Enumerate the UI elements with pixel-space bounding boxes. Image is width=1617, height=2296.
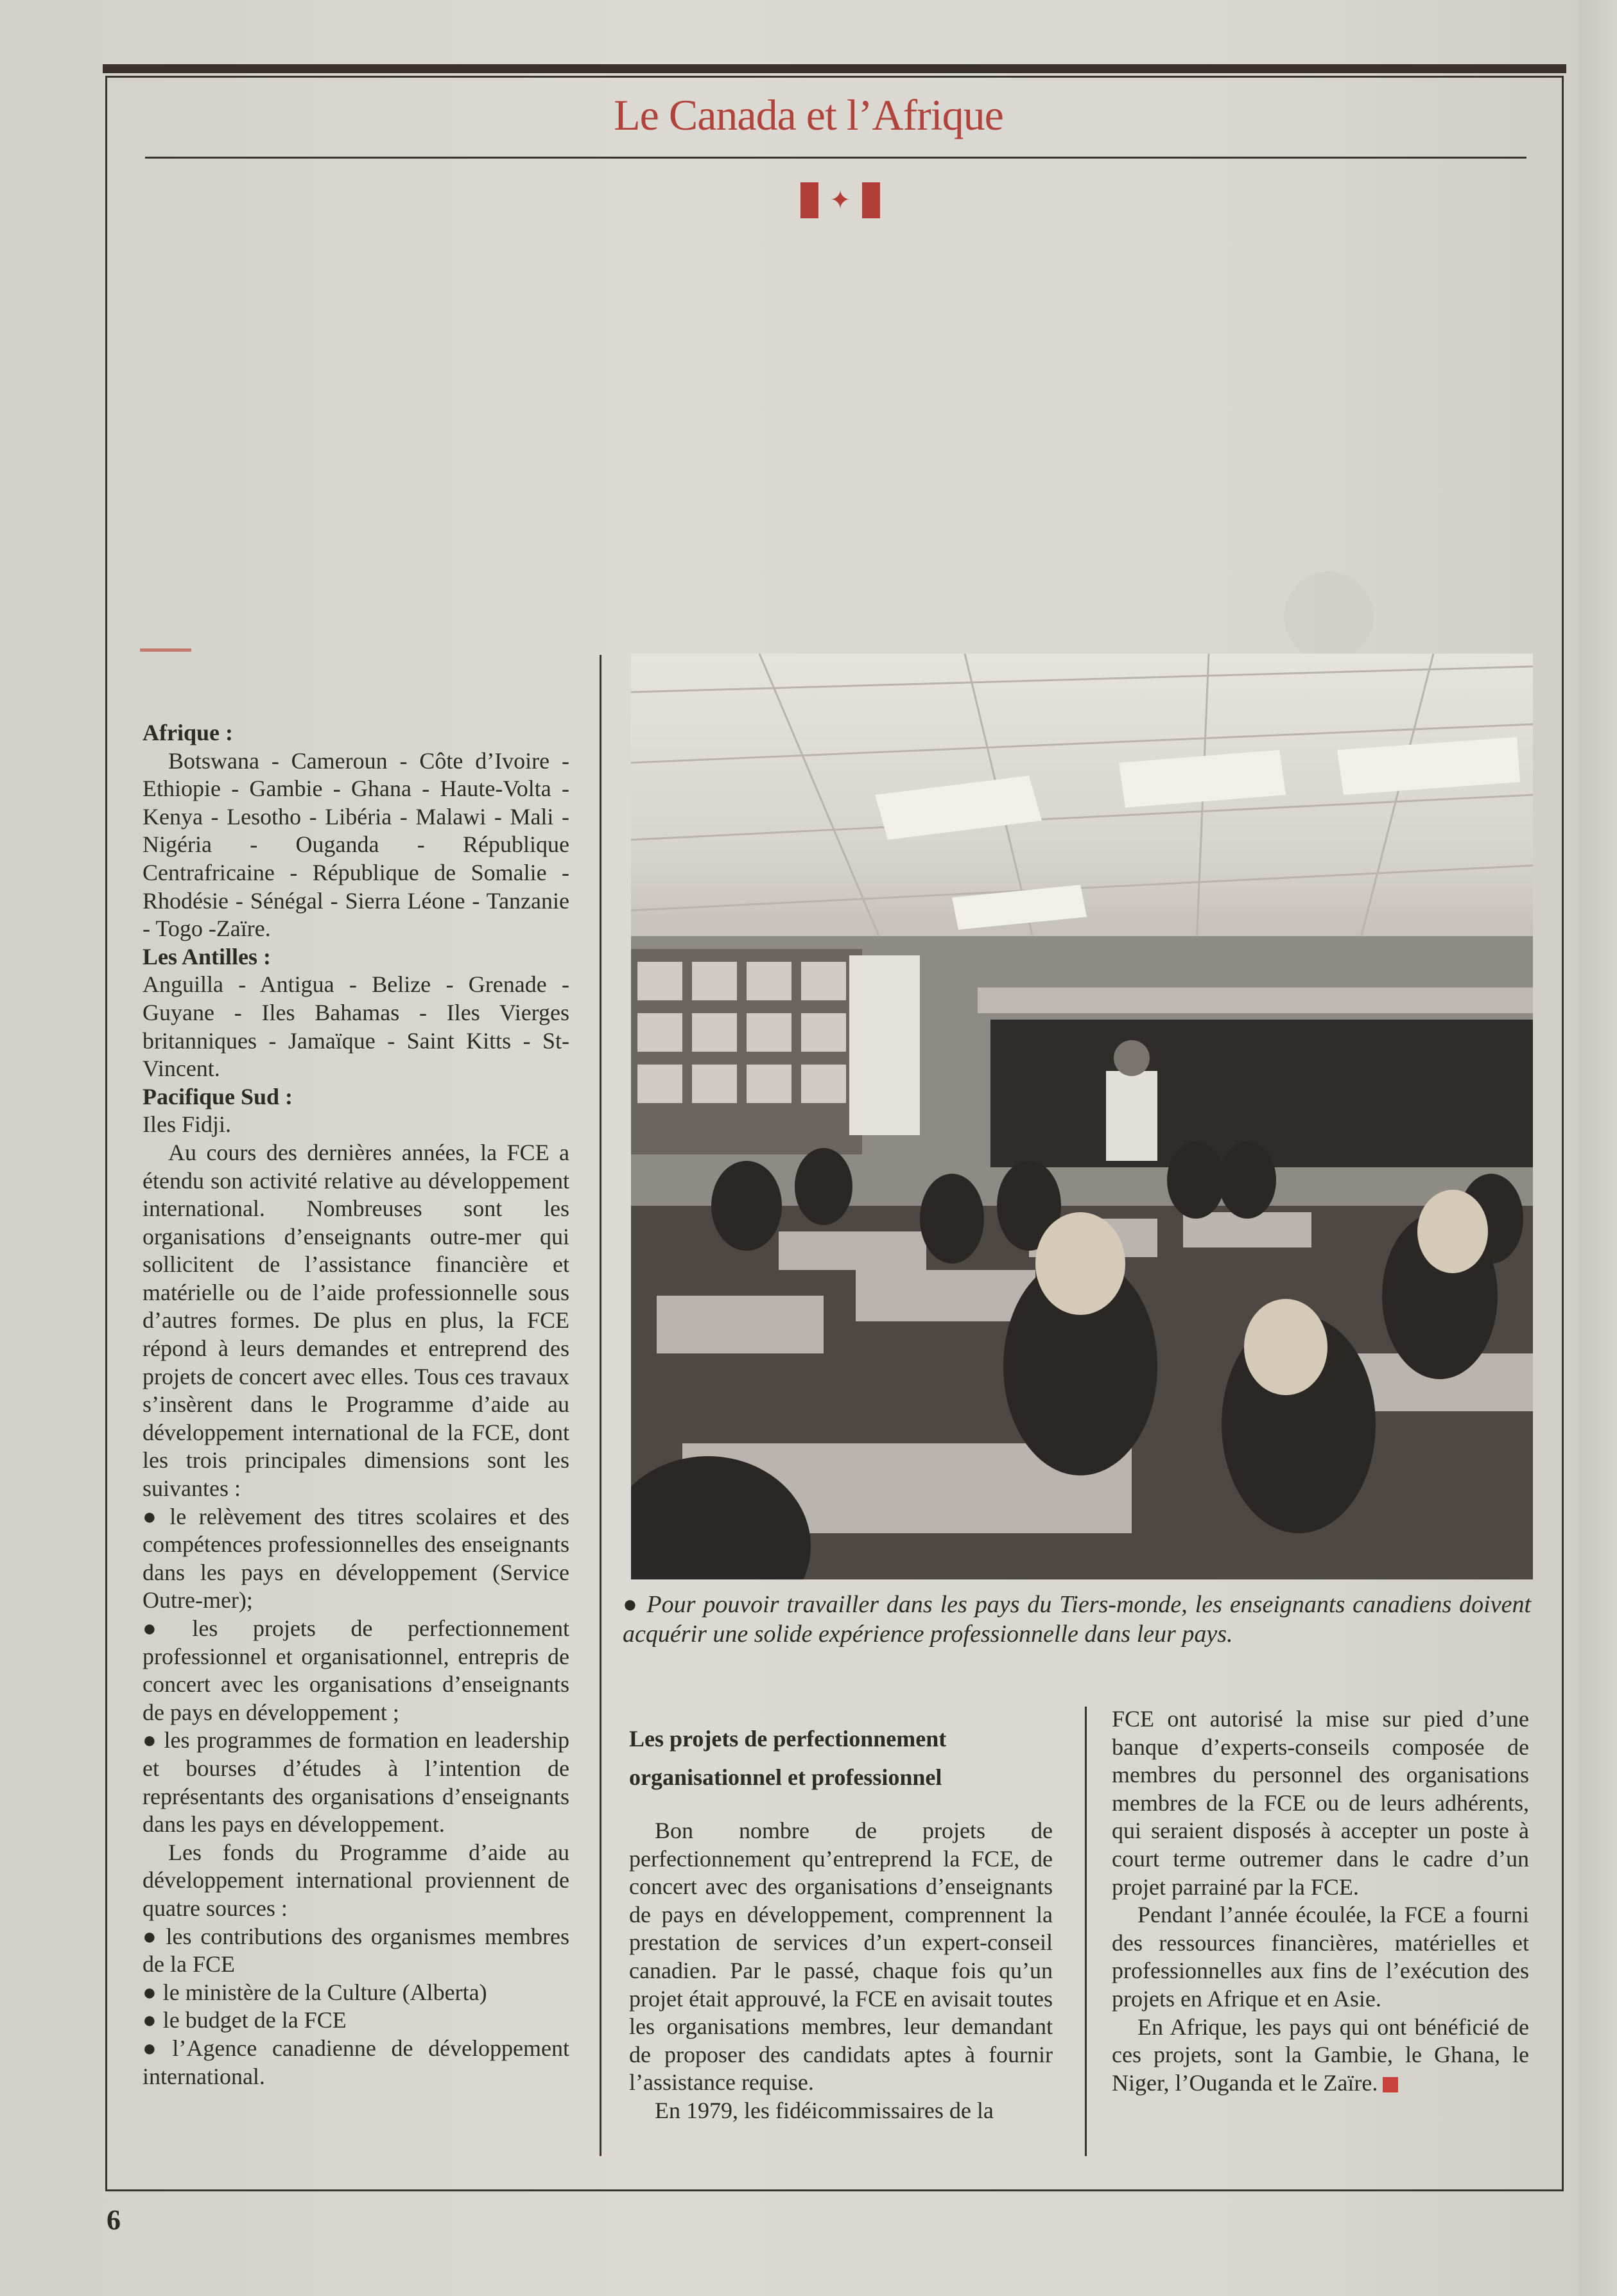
paragraph: Botswana - Cameroun - Côte d’Ivoire - Ethiopie - Gambie - Ghana - Haute-Volta - Kenya - Lesotho - Libéria - Malawi - Mali - Nigéria - Ouganda - République Centrafricaine - République de Somalie - Rhodésie - Sénégal - Sierra Léone - Tanzanie - Togo -Zaïre. (143, 747, 569, 942)
end-mark-icon (1383, 2077, 1398, 2092)
paragraph: Pendant l’année écoulée, la FCE a fourni des ressources financières, matérielles et professionnelles aux fins de l’exécution des projets en Afrique et en Asie. (1112, 1902, 1529, 2012)
left-column (143, 719, 569, 2091)
photo-caption (623, 1590, 1531, 1649)
page-fold-shadow (1579, 0, 1617, 2296)
paragraph-text: En Afrique, les pays qui ont bénéficié de ces projets, sont la Gambie, le Ghana, le Niger, l’Ouganda et le Zaïre. (1112, 2013, 1529, 2096)
column-divider (600, 655, 601, 2156)
header-rule (145, 157, 1526, 159)
bullet-item: ● le relèvement des titres scolaires et des compétences professionnelles des enseignants dans les pays en développement (Service Outre-mer); (143, 1503, 569, 1615)
bullet-item: ● le budget de la FCE (143, 2006, 569, 2035)
section-heading: Les projets de perfectionnement organisationnel et professionnel (629, 1726, 947, 1790)
right-column (1112, 1705, 1529, 2097)
show-through-ghost-circle (1284, 571, 1374, 661)
middle-column (629, 1719, 1053, 2125)
paragraph: FCE ont autorisé la mise sur pied d’une banque d’experts-conseils composée de membres du personnel des organisations membres de la FCE ou de leurs adhérents, qui seraient disposés à accepter un poste à court terme outremer dans le cadre d’un projet parrainé par la FCE. (1112, 1706, 1529, 1900)
classroom-illustration (631, 654, 1533, 1579)
paragraph (1112, 2013, 1529, 2098)
classroom-photo (631, 654, 1533, 1579)
page-title: Le Canada et l’Afrique (614, 91, 1003, 139)
canada-flag-icon: ✦ (800, 182, 880, 218)
decorative-mark (140, 648, 191, 652)
paragraph: Les fonds du Programme d’aide au développement international proviennent de quatre sources : (143, 1839, 569, 1921)
caption-text: Pour pouvoir travailler dans les pays du Tiers-monde, les enseignants canadiens doivent acquérir une solide expérience professionnelle dans leur pays. (623, 1591, 1532, 1648)
paragraph: Au cours des dernières années, la FCE a étendu son activité relative au développement international. Nombreuses sont les organisations d’enseignants outre-mer qui sollicitent de l’assistance financière et matérielle ou de l’aide professionnelle sous d’autres formes. De plus en plus, la FCE répond à leurs demandes et entreprend des projets de concert avec elles. Tous ces travaux s’insèrent dans le Programme d’aide au développement international de la FCE, dont les trois principales dimensions sont les suivantes : (143, 1139, 569, 1502)
column-divider (1085, 1707, 1087, 2156)
paragraph: En 1979, les fidéicommissaires de la (655, 2097, 994, 2123)
region-heading: Afrique : (143, 720, 233, 745)
bullet-item: ● les projets de perfectionnement professionnel et organisationnel, entrepris de concert avec les organisations d’enseignants de pays en développement ; (143, 1615, 569, 1726)
bullet-item: ● les programmes de formation en leadership et bourses d’études à l’intention de représentants des organisations d’enseignants dans les pays en développement. (143, 1726, 569, 1838)
bullet-icon: ● (623, 1591, 639, 1618)
bullet-item: ● l’Agence canadienne de développement international. (143, 2035, 569, 2091)
bullet-item: ● les contributions des organismes membres de la FCE (143, 1923, 569, 1979)
paragraph: Iles Fidji. (143, 1111, 232, 1138)
paragraph: Bon nombre de projets de perfectionnement qu’entreprend la FCE, de concert avec des organisations d’enseignants de pays en développement, comprennent la prestation de services d’un expert-conseil canadien. Par le passé, chaque fois qu’un projet était approuvé, la FCE en avisait toutes les organisations membres, leur demandant de proposer des candidats aptes à fournir l’assistance requise. (629, 1818, 1053, 2096)
region-heading: Pacifique Sud : (143, 1083, 293, 1109)
top-rule (103, 64, 1566, 73)
bullet-item: ● le ministère de la Culture (Alberta) (143, 1979, 569, 2007)
region-heading: Les Antilles : (143, 943, 272, 970)
paragraph: Anguilla - Antigua - Belize - Grenade - Guyane - Iles Bahamas - Iles Vierges britanniques - Jamaïque - Saint Kitts - St-Vincent. (143, 971, 569, 1082)
page-number: 6 (107, 2204, 121, 2236)
